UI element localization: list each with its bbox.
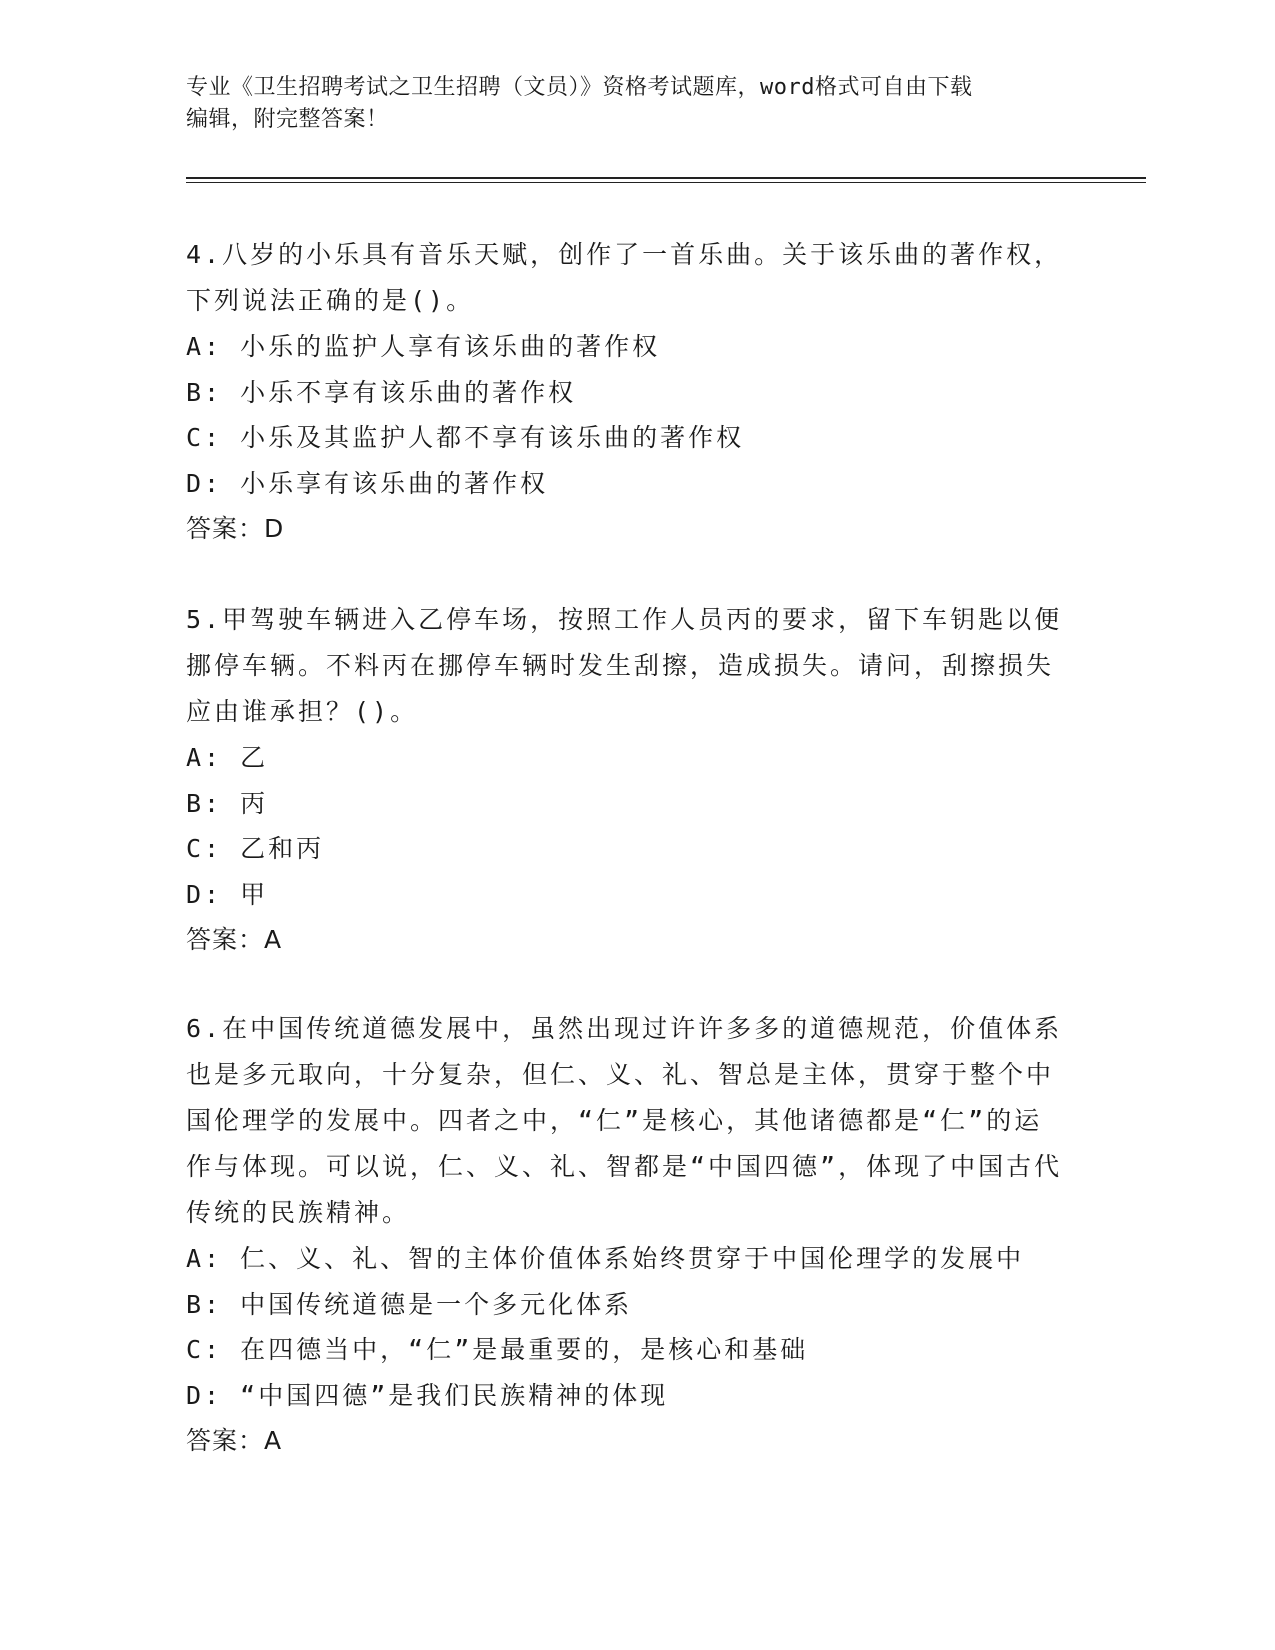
option-c: C: 在四德当中，“仁”是最重要的，是核心和基础 [186, 1335, 809, 1364]
question-4 [186, 232, 1066, 552]
option-b: B: 丙 [186, 788, 269, 818]
option-c: C: 乙和丙 [186, 834, 325, 863]
question-stem: 4.八岁的小乐具有音乐天赋，创作了一首乐曲。关于该乐曲的著作权，下列说法正确的是()。 [186, 240, 1063, 315]
option-b: B: 中国传统道德是一个多元化体系 [186, 1289, 633, 1319]
question-stem: 6.在中国传统道德发展中，虽然出现过许许多多的道德规范，价值体系也是多元取向，十分复杂，但仁、义、礼、智总是主体，贯穿于整个中国伦理学的发展中。四者之中，“仁”是核心，其他诸德都是“仁”的运作与体现。可以说，仁、义、礼、智都是“中国四德”，体现了中国古代传统的民族精神。 [186, 1014, 1063, 1227]
option-d: D: 甲 [186, 879, 269, 909]
answer-line: 答案：A [186, 925, 283, 954]
header-divider-thick [186, 177, 1146, 179]
question-6 [186, 1006, 1066, 1464]
option-a: A: 乙 [186, 743, 269, 772]
question-stem: 5.甲驾驶车辆进入乙停车场，按照工作人员丙的要求，留下车钥匙以便挪停车辆。不料丙在挪停车辆时发生刮擦，造成损失。请问，刮擦损失应由谁承担？()。 [186, 605, 1063, 726]
answer-line: 答案：D [186, 514, 285, 543]
option-a: A: 小乐的监护人享有该乐曲的著作权 [186, 332, 661, 361]
document-header [186, 72, 1086, 136]
option-c: C: 小乐及其监护人都不享有该乐曲的著作权 [186, 423, 745, 452]
option-a: A: 仁、义、礼、智的主体价值体系始终贯穿于中国伦理学的发展中 [186, 1244, 1025, 1273]
question-5 [186, 597, 1066, 963]
option-d: D: “中国四德”是我们民族精神的体现 [186, 1380, 669, 1410]
option-d: D: 小乐享有该乐曲的著作权 [186, 468, 549, 498]
option-b: B: 小乐不享有该乐曲的著作权 [186, 377, 577, 407]
answer-line: 答案：A [186, 1426, 283, 1455]
header-divider-thin [186, 182, 1146, 183]
header-line-1: 专业《卫生招聘考试之卫生招聘（文员）》资格考试题库，word格式可自由下载 [186, 75, 973, 100]
header-line-2: 编辑，附完整答案！ [186, 107, 389, 132]
